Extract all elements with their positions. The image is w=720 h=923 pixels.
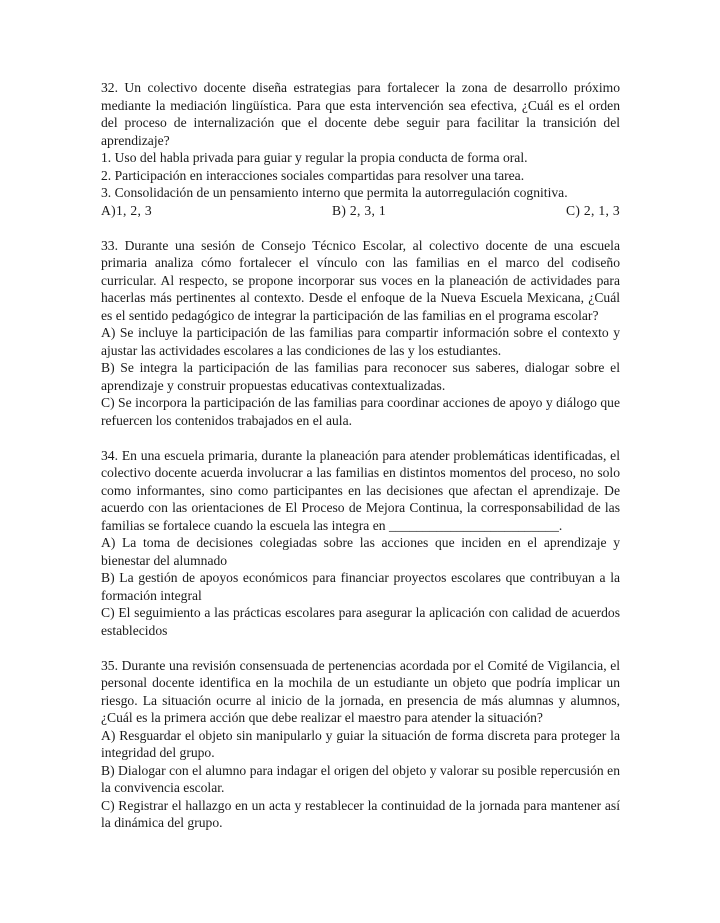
- answer-option-b: B) Se integra la participación de las familias para reconocer sus saberes, dialogar sobre el aprendizaje y construir propuestas educativas contextualizadas.: [101, 360, 620, 393]
- answer-option-c: C) El seguimiento a las prácticas escolares para asegurar la aplicación con calidad de acuerdos establecidos: [101, 605, 620, 638]
- answer-option-a: A)1, 2, 3: [101, 202, 153, 218]
- question-stem: 32. Un colectivo docente diseña estrategias para fortalecer la zona de desarrollo próximo mediante la mediación lingüística. Para que esta intervención sea efectiva, ¿Cuál es el orden del proceso de internalización que el docente debe seguir para facilitar la transición del aprendizaje?: [101, 80, 620, 148]
- answer-option-a: A) Se incluye la participación de las familias para compartir información sobre el contexto y ajustar las actividades escolares a las condiciones de las y los estudiantes.: [101, 325, 620, 358]
- answer-option-b: B) Dialogar con el alumno para indagar el origen del objeto y valorar su posible repercusión en la convivencia escolar.: [101, 762, 620, 795]
- list-item: 1. Uso del habla privada para guiar y regular la propia conducta de forma oral.: [101, 150, 528, 165]
- answer-option-b: B) La gestión de apoyos económicos para financiar proyectos escolares que contribuyan a la formación integral: [101, 570, 620, 603]
- document-page: [101, 79, 620, 849]
- question-stem: 34. En una escuela primaria, durante la planeación para atender problemáticas identificadas, el colectivo docente acuerda involucrar a las familias en distintos momentos del proceso, no solo como informantes, sino como participantes en las decisiones que afectan el aprendizaje. De acuerdo con las orientaciones de El Proceso de Mejora Continua, la corresponsabilidad de las familias se fortalece cuando la escuela las integra en _________________________.: [101, 447, 620, 533]
- answer-option-c: C) Se incorpora la participación de las familias para coordinar acciones de apoyo y diálogo que refuercen los contenidos trabajados en el aula.: [101, 395, 620, 428]
- question-34: [101, 447, 620, 640]
- answer-options-row: [101, 202, 620, 220]
- answer-option-c: C) 2, 1, 3: [566, 202, 620, 218]
- answer-option-a: A) La toma de decisiones colegiadas sobre las acciones que inciden en el aprendizaje y bienestar del alumnado: [101, 535, 620, 568]
- answer-option-b: B) 2, 3, 1: [332, 202, 387, 218]
- question-stem: 33. Durante una sesión de Consejo Técnico Escolar, al colectivo docente de una escuela primaria analiza cómo fortalecer el vínculo con las familias en el marco del codiseño curricular. Al respecto, se propone incorporar sus voces en la planeación de actividades para hacerlas más pertinentes al contexto. Desde el enfoque de la Nueva Escuela Mexicana, ¿Cuál es el sentido pedagógico de integrar la participación de las familias en el programa escolar?: [101, 237, 620, 323]
- question-33: [101, 237, 620, 430]
- question-stem: 35. Durante una revisión consensuada de pertenencias acordada por el Comité de Vigilancia, el personal docente identifica en la mochila de un estudiante un objeto que podría implicar un riesgo. La situación ocurre al inicio de la jornada, en presencia de más alumnas y alumnos, ¿Cuál es la primera acción que debe realizar el maestro para atender la situación?: [101, 657, 620, 725]
- question-35: [101, 657, 620, 832]
- list-item: 3. Consolidación de un pensamiento interno que permita la autorregulación cognitiva.: [101, 185, 568, 200]
- answer-option-c: C) Registrar el hallazgo en un acta y restablecer la continuidad de la jornada para mantener así la dinámica del grupo.: [101, 797, 620, 830]
- answer-option-a: A) Resguardar el objeto sin manipularlo y guiar la situación de forma discreta para proteger la integridad del grupo.: [101, 727, 620, 760]
- question-32: [101, 79, 620, 219]
- list-item: 2. Participación en interacciones sociales compartidas para resolver una tarea.: [101, 167, 525, 183]
